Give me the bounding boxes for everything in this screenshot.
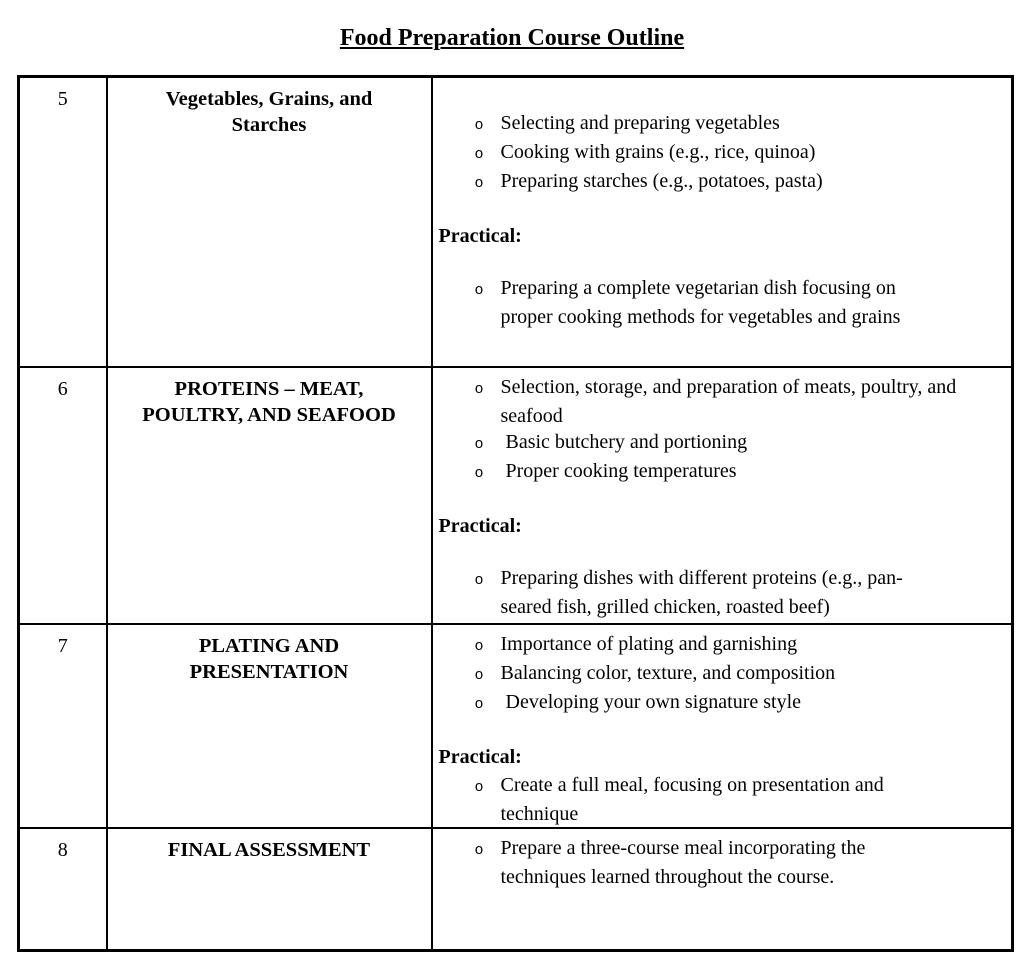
table-row xyxy=(19,828,1013,951)
week-number-cell: 8 xyxy=(19,828,107,951)
table-row xyxy=(19,624,1013,828)
bullet-text: Preparing a complete vegetarian dish focusing on proper cooking methods for vegetables and grains xyxy=(500,277,901,328)
topic-cell: Vegetables, Grains, and Starches xyxy=(107,77,432,367)
bullet-list xyxy=(439,835,1004,890)
content-cell xyxy=(432,624,1013,828)
bullet-text: Developing your own signature style xyxy=(500,690,801,713)
circle-bullet-icon: o xyxy=(474,666,484,684)
course-outline-table xyxy=(17,75,1014,952)
table-row xyxy=(19,77,1013,367)
circle-bullet-icon: o xyxy=(474,380,484,398)
bullet-item xyxy=(439,772,951,827)
circle-bullet-icon: o xyxy=(474,175,484,192)
bullet-text: Create a full meal, focusing on presentation and technique xyxy=(500,773,884,825)
practical-bullet-list xyxy=(439,565,1004,620)
bullet-item xyxy=(439,631,1001,660)
bullet-text: Selection, storage, and preparation of meats, poultry, and seafood xyxy=(500,375,957,427)
circle-bullet-icon: o xyxy=(474,571,484,589)
practical-bullet-list xyxy=(439,772,1004,827)
bullet-text: Proper cooking temperatures xyxy=(500,459,737,482)
bullet-item xyxy=(439,565,951,620)
bullet-item xyxy=(439,835,951,890)
bullet-list xyxy=(439,110,1004,197)
content-cell xyxy=(432,77,1013,367)
bullet-text: Importance of plating and garnishing xyxy=(500,632,798,655)
circle-bullet-icon: o xyxy=(474,464,484,482)
bullet-text: Selecting and preparing vegetables xyxy=(500,112,780,134)
week-number-cell: 6 xyxy=(19,367,107,624)
bullet-text: Basic butchery and portioning xyxy=(500,430,748,453)
circle-bullet-icon: o xyxy=(474,778,484,796)
topic-cell: PROTEINS – MEAT, POULTRY, AND SEAFOOD xyxy=(107,367,432,624)
bullet-item xyxy=(439,110,1001,139)
bullet-list xyxy=(439,374,1004,487)
bullet-text: Balancing color, texture, and composition xyxy=(500,661,836,684)
circle-bullet-icon: o xyxy=(474,637,484,655)
circle-bullet-icon: o xyxy=(474,282,484,299)
bullet-text: Preparing starches (e.g., potatoes, pasta) xyxy=(500,170,823,192)
practical-label: Practical: xyxy=(438,225,522,247)
table-row xyxy=(19,367,1013,624)
bullet-item xyxy=(439,689,1001,718)
page-title: Food Preparation Course Outline xyxy=(339,25,685,51)
topic-cell: FINAL ASSESSMENT xyxy=(107,828,432,951)
circle-bullet-icon: o xyxy=(474,117,484,134)
practical-bullet-list xyxy=(439,275,1004,330)
bullet-item xyxy=(439,429,1001,458)
bullet-item xyxy=(439,139,1001,168)
circle-bullet-icon: o xyxy=(474,695,484,713)
bullet-item xyxy=(439,168,1001,197)
week-number-cell: 7 xyxy=(19,624,107,828)
bullet-item xyxy=(439,275,951,330)
bullet-item xyxy=(439,374,1001,429)
circle-bullet-icon: o xyxy=(474,435,484,453)
bullet-list xyxy=(439,631,1004,718)
bullet-text: Preparing dishes with different proteins (e.g., pan-seared fish, grilled chicken, roasted beef) xyxy=(500,566,903,618)
practical-label: Practical: xyxy=(438,514,522,537)
content-cell xyxy=(432,367,1013,624)
practical-label: Practical: xyxy=(438,745,522,768)
bullet-text: Cooking with grains (e.g., rice, quinoa) xyxy=(500,141,816,163)
bullet-text: Prepare a three-course meal incorporating the techniques learned throughout the course. xyxy=(500,836,866,888)
circle-bullet-icon: o xyxy=(474,146,484,163)
bullet-item xyxy=(439,458,1001,487)
topic-cell: PLATING AND PRESENTATION xyxy=(107,624,432,828)
bullet-item xyxy=(439,660,1001,689)
week-number-cell: 5 xyxy=(19,77,107,367)
circle-bullet-icon: o xyxy=(474,841,484,859)
content-cell xyxy=(432,828,1013,951)
